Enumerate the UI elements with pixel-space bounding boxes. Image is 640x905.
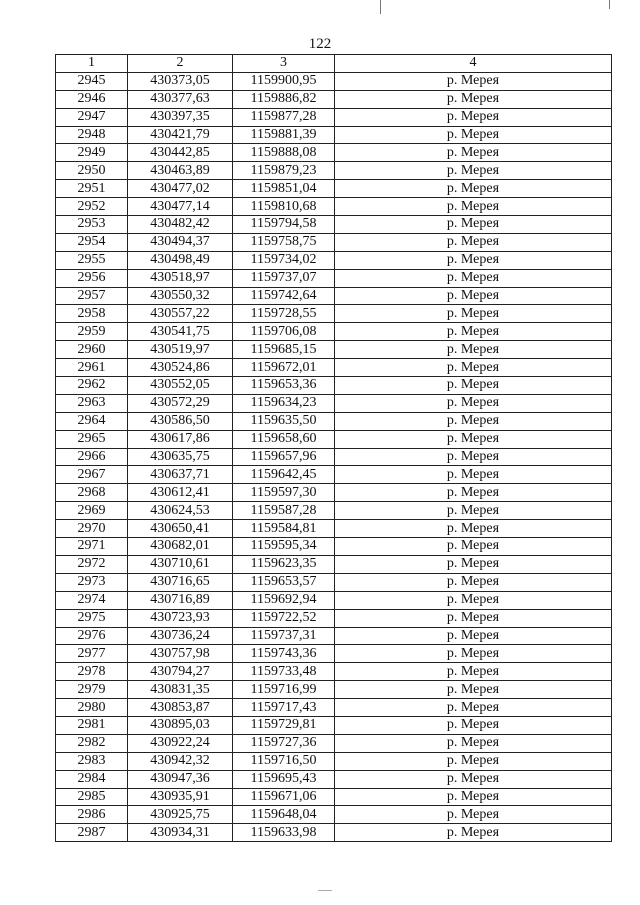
column-header-description: 4	[335, 55, 612, 73]
cell-y-coordinate: 1159706,08	[233, 323, 335, 341]
cell-y-coordinate: 1159758,75	[233, 233, 335, 251]
cell-y-coordinate: 1159851,04	[233, 180, 335, 198]
cell-point-number: 2956	[56, 269, 128, 287]
cell-x-coordinate: 430635,75	[128, 448, 233, 466]
cell-description: р. Мерея	[335, 484, 612, 502]
cell-x-coordinate: 430557,22	[128, 305, 233, 323]
cell-x-coordinate: 430541,75	[128, 323, 233, 341]
header-row	[56, 55, 612, 73]
cell-y-coordinate: 1159727,36	[233, 734, 335, 752]
cell-description: р. Мерея	[335, 502, 612, 520]
cell-x-coordinate: 430853,87	[128, 699, 233, 717]
cell-x-coordinate: 430942,32	[128, 752, 233, 770]
table-row	[56, 305, 612, 323]
scan-artifact-line	[380, 0, 381, 14]
scan-artifact-line	[609, 0, 610, 9]
cell-description: р. Мерея	[335, 770, 612, 788]
cell-point-number: 2986	[56, 806, 128, 824]
cell-description: р. Мерея	[335, 699, 612, 717]
table-row	[56, 430, 612, 448]
cell-x-coordinate: 430397,35	[128, 108, 233, 126]
table-row	[56, 699, 612, 717]
cell-y-coordinate: 1159729,81	[233, 716, 335, 734]
cell-x-coordinate: 430895,03	[128, 716, 233, 734]
cell-description: р. Мерея	[335, 144, 612, 162]
page-number: 122	[308, 36, 332, 52]
cell-description: р. Мерея	[335, 180, 612, 198]
cell-description: р. Мерея	[335, 627, 612, 645]
cell-description: р. Мерея	[335, 538, 612, 556]
cell-point-number: 2954	[56, 233, 128, 251]
table-row	[56, 734, 612, 752]
cell-x-coordinate: 430586,50	[128, 412, 233, 430]
table-row	[56, 198, 612, 216]
cell-point-number: 2955	[56, 251, 128, 269]
cell-description: р. Мерея	[335, 305, 612, 323]
cell-description: р. Мерея	[335, 108, 612, 126]
cell-description: р. Мерея	[335, 681, 612, 699]
cell-x-coordinate: 430935,91	[128, 788, 233, 806]
cell-point-number: 2987	[56, 824, 128, 842]
cell-x-coordinate: 430682,01	[128, 538, 233, 556]
table-row	[56, 609, 612, 627]
table-row	[56, 108, 612, 126]
cell-description: р. Мерея	[335, 448, 612, 466]
cell-description: р. Мерея	[335, 806, 612, 824]
cell-point-number: 2961	[56, 359, 128, 377]
cell-x-coordinate: 430947,36	[128, 770, 233, 788]
cell-x-coordinate: 430442,85	[128, 144, 233, 162]
scan-artifact-dash	[318, 890, 332, 891]
cell-x-coordinate: 430550,32	[128, 287, 233, 305]
cell-description: р. Мерея	[335, 824, 612, 842]
cell-x-coordinate: 430518,97	[128, 269, 233, 287]
cell-description: р. Мерея	[335, 752, 612, 770]
cell-point-number: 2962	[56, 377, 128, 395]
cell-x-coordinate: 430922,24	[128, 734, 233, 752]
table-row	[56, 770, 612, 788]
cell-x-coordinate: 430736,24	[128, 627, 233, 645]
table-row	[56, 359, 612, 377]
cell-x-coordinate: 430925,75	[128, 806, 233, 824]
cell-x-coordinate: 430552,05	[128, 377, 233, 395]
cell-description: р. Мерея	[335, 198, 612, 216]
table-row	[56, 412, 612, 430]
cell-point-number: 2974	[56, 591, 128, 609]
column-header-point-number: 1	[56, 55, 128, 73]
table-row	[56, 555, 612, 573]
table-row	[56, 645, 612, 663]
cell-y-coordinate: 1159642,45	[233, 466, 335, 484]
cell-y-coordinate: 1159886,82	[233, 90, 335, 108]
cell-x-coordinate: 430421,79	[128, 126, 233, 144]
cell-y-coordinate: 1159635,50	[233, 412, 335, 430]
cell-point-number: 2982	[56, 734, 128, 752]
cell-point-number: 2977	[56, 645, 128, 663]
cell-y-coordinate: 1159695,43	[233, 770, 335, 788]
cell-x-coordinate: 430710,61	[128, 555, 233, 573]
cell-point-number: 2967	[56, 466, 128, 484]
cell-x-coordinate: 430716,65	[128, 573, 233, 591]
table-row	[56, 126, 612, 144]
cell-y-coordinate: 1159737,31	[233, 627, 335, 645]
cell-x-coordinate: 430723,93	[128, 609, 233, 627]
cell-point-number: 2964	[56, 412, 128, 430]
table-row	[56, 466, 612, 484]
cell-point-number: 2968	[56, 484, 128, 502]
cell-y-coordinate: 1159716,50	[233, 752, 335, 770]
cell-point-number: 2966	[56, 448, 128, 466]
cell-description: р. Мерея	[335, 591, 612, 609]
cell-point-number: 2978	[56, 663, 128, 681]
cell-point-number: 2973	[56, 573, 128, 591]
table-row	[56, 162, 612, 180]
table-row	[56, 627, 612, 645]
cell-x-coordinate: 430377,63	[128, 90, 233, 108]
table-row	[56, 806, 612, 824]
cell-y-coordinate: 1159634,23	[233, 394, 335, 412]
column-header-x: 2	[128, 55, 233, 73]
cell-y-coordinate: 1159888,08	[233, 144, 335, 162]
cell-point-number: 2953	[56, 216, 128, 234]
cell-y-coordinate: 1159685,15	[233, 341, 335, 359]
cell-description: р. Мерея	[335, 788, 612, 806]
cell-point-number: 2963	[56, 394, 128, 412]
cell-description: р. Мерея	[335, 341, 612, 359]
cell-y-coordinate: 1159658,60	[233, 430, 335, 448]
cell-y-coordinate: 1159648,04	[233, 806, 335, 824]
cell-description: р. Мерея	[335, 323, 612, 341]
table-row	[56, 484, 612, 502]
cell-description: р. Мерея	[335, 430, 612, 448]
cell-x-coordinate: 430572,29	[128, 394, 233, 412]
cell-description: р. Мерея	[335, 359, 612, 377]
table-row	[56, 251, 612, 269]
table-row	[56, 323, 612, 341]
cell-point-number: 2971	[56, 538, 128, 556]
cell-description: р. Мерея	[335, 90, 612, 108]
cell-x-coordinate: 430477,14	[128, 198, 233, 216]
cell-description: р. Мерея	[335, 269, 612, 287]
cell-y-coordinate: 1159657,96	[233, 448, 335, 466]
cell-point-number: 2976	[56, 627, 128, 645]
cell-x-coordinate: 430498,49	[128, 251, 233, 269]
cell-y-coordinate: 1159717,43	[233, 699, 335, 717]
table-row	[56, 233, 612, 251]
cell-description: р. Мерея	[335, 412, 612, 430]
table-row	[56, 269, 612, 287]
cell-x-coordinate: 430524,86	[128, 359, 233, 377]
table-row	[56, 448, 612, 466]
cell-description: р. Мерея	[335, 609, 612, 627]
table-row	[56, 394, 612, 412]
cell-point-number: 2951	[56, 180, 128, 198]
table-row	[56, 377, 612, 395]
coordinates-table	[55, 54, 612, 842]
cell-x-coordinate: 430757,98	[128, 645, 233, 663]
cell-point-number: 2980	[56, 699, 128, 717]
cell-point-number: 2950	[56, 162, 128, 180]
cell-description: р. Мерея	[335, 466, 612, 484]
cell-x-coordinate: 430477,02	[128, 180, 233, 198]
table-row	[56, 287, 612, 305]
cell-y-coordinate: 1159716,99	[233, 681, 335, 699]
cell-point-number: 2983	[56, 752, 128, 770]
cell-y-coordinate: 1159743,36	[233, 645, 335, 663]
cell-description: р. Мерея	[335, 716, 612, 734]
cell-description: р. Мерея	[335, 573, 612, 591]
table-row	[56, 216, 612, 234]
cell-y-coordinate: 1159672,01	[233, 359, 335, 377]
cell-x-coordinate: 430482,42	[128, 216, 233, 234]
cell-description: р. Мерея	[335, 555, 612, 573]
cell-y-coordinate: 1159881,39	[233, 126, 335, 144]
cell-y-coordinate: 1159587,28	[233, 502, 335, 520]
table-row	[56, 716, 612, 734]
cell-point-number: 2945	[56, 72, 128, 90]
cell-y-coordinate: 1159794,58	[233, 216, 335, 234]
table-row	[56, 502, 612, 520]
cell-point-number: 2957	[56, 287, 128, 305]
cell-y-coordinate: 1159728,55	[233, 305, 335, 323]
cell-x-coordinate: 430519,97	[128, 341, 233, 359]
table-row	[56, 538, 612, 556]
table-row	[56, 180, 612, 198]
cell-point-number: 2949	[56, 144, 128, 162]
table-row	[56, 824, 612, 842]
cell-y-coordinate: 1159879,23	[233, 162, 335, 180]
cell-x-coordinate: 430637,71	[128, 466, 233, 484]
table-row	[56, 144, 612, 162]
cell-x-coordinate: 430794,27	[128, 663, 233, 681]
cell-y-coordinate: 1159584,81	[233, 520, 335, 538]
cell-x-coordinate: 430617,86	[128, 430, 233, 448]
cell-y-coordinate: 1159595,34	[233, 538, 335, 556]
cell-x-coordinate: 430650,41	[128, 520, 233, 538]
column-header-y: 3	[233, 55, 335, 73]
cell-point-number: 2984	[56, 770, 128, 788]
cell-point-number: 2985	[56, 788, 128, 806]
cell-point-number: 2947	[56, 108, 128, 126]
cell-description: р. Мерея	[335, 233, 612, 251]
table-body	[56, 72, 612, 841]
table-row	[56, 90, 612, 108]
cell-description: р. Мерея	[335, 162, 612, 180]
cell-point-number: 2975	[56, 609, 128, 627]
cell-point-number: 2970	[56, 520, 128, 538]
cell-point-number: 2981	[56, 716, 128, 734]
cell-x-coordinate: 430831,35	[128, 681, 233, 699]
table-row	[56, 681, 612, 699]
cell-x-coordinate: 430463,89	[128, 162, 233, 180]
cell-description: р. Мерея	[335, 251, 612, 269]
cell-y-coordinate: 1159722,52	[233, 609, 335, 627]
cell-description: р. Мерея	[335, 377, 612, 395]
table-row	[56, 591, 612, 609]
cell-x-coordinate: 430612,41	[128, 484, 233, 502]
cell-point-number: 2965	[56, 430, 128, 448]
cell-y-coordinate: 1159633,98	[233, 824, 335, 842]
cell-x-coordinate: 430494,37	[128, 233, 233, 251]
cell-point-number: 2979	[56, 681, 128, 699]
cell-point-number: 2958	[56, 305, 128, 323]
table-row	[56, 72, 612, 90]
cell-description: р. Мерея	[335, 645, 612, 663]
cell-x-coordinate: 430624,53	[128, 502, 233, 520]
cell-y-coordinate: 1159597,30	[233, 484, 335, 502]
table-row	[56, 788, 612, 806]
table-row	[56, 752, 612, 770]
cell-y-coordinate: 1159900,95	[233, 72, 335, 90]
cell-y-coordinate: 1159692,94	[233, 591, 335, 609]
cell-y-coordinate: 1159653,57	[233, 573, 335, 591]
cell-y-coordinate: 1159877,28	[233, 108, 335, 126]
cell-y-coordinate: 1159742,64	[233, 287, 335, 305]
cell-point-number: 2959	[56, 323, 128, 341]
cell-description: р. Мерея	[335, 394, 612, 412]
cell-y-coordinate: 1159653,36	[233, 377, 335, 395]
table-header	[56, 55, 612, 73]
cell-description: р. Мерея	[335, 734, 612, 752]
cell-y-coordinate: 1159734,02	[233, 251, 335, 269]
cell-point-number: 2952	[56, 198, 128, 216]
table-row	[56, 520, 612, 538]
cell-description: р. Мерея	[335, 663, 612, 681]
cell-x-coordinate: 430373,05	[128, 72, 233, 90]
table-row	[56, 663, 612, 681]
cell-y-coordinate: 1159733,48	[233, 663, 335, 681]
cell-description: р. Мерея	[335, 72, 612, 90]
cell-description: р. Мерея	[335, 287, 612, 305]
cell-x-coordinate: 430716,89	[128, 591, 233, 609]
cell-point-number: 2969	[56, 502, 128, 520]
cell-point-number: 2960	[56, 341, 128, 359]
table-row	[56, 573, 612, 591]
cell-y-coordinate: 1159737,07	[233, 269, 335, 287]
cell-y-coordinate: 1159623,35	[233, 555, 335, 573]
table-row	[56, 341, 612, 359]
cell-y-coordinate: 1159671,06	[233, 788, 335, 806]
cell-point-number: 2972	[56, 555, 128, 573]
cell-description: р. Мерея	[335, 520, 612, 538]
cell-y-coordinate: 1159810,68	[233, 198, 335, 216]
cell-description: р. Мерея	[335, 216, 612, 234]
cell-point-number: 2946	[56, 90, 128, 108]
cell-x-coordinate: 430934,31	[128, 824, 233, 842]
cell-description: р. Мерея	[335, 126, 612, 144]
cell-point-number: 2948	[56, 126, 128, 144]
